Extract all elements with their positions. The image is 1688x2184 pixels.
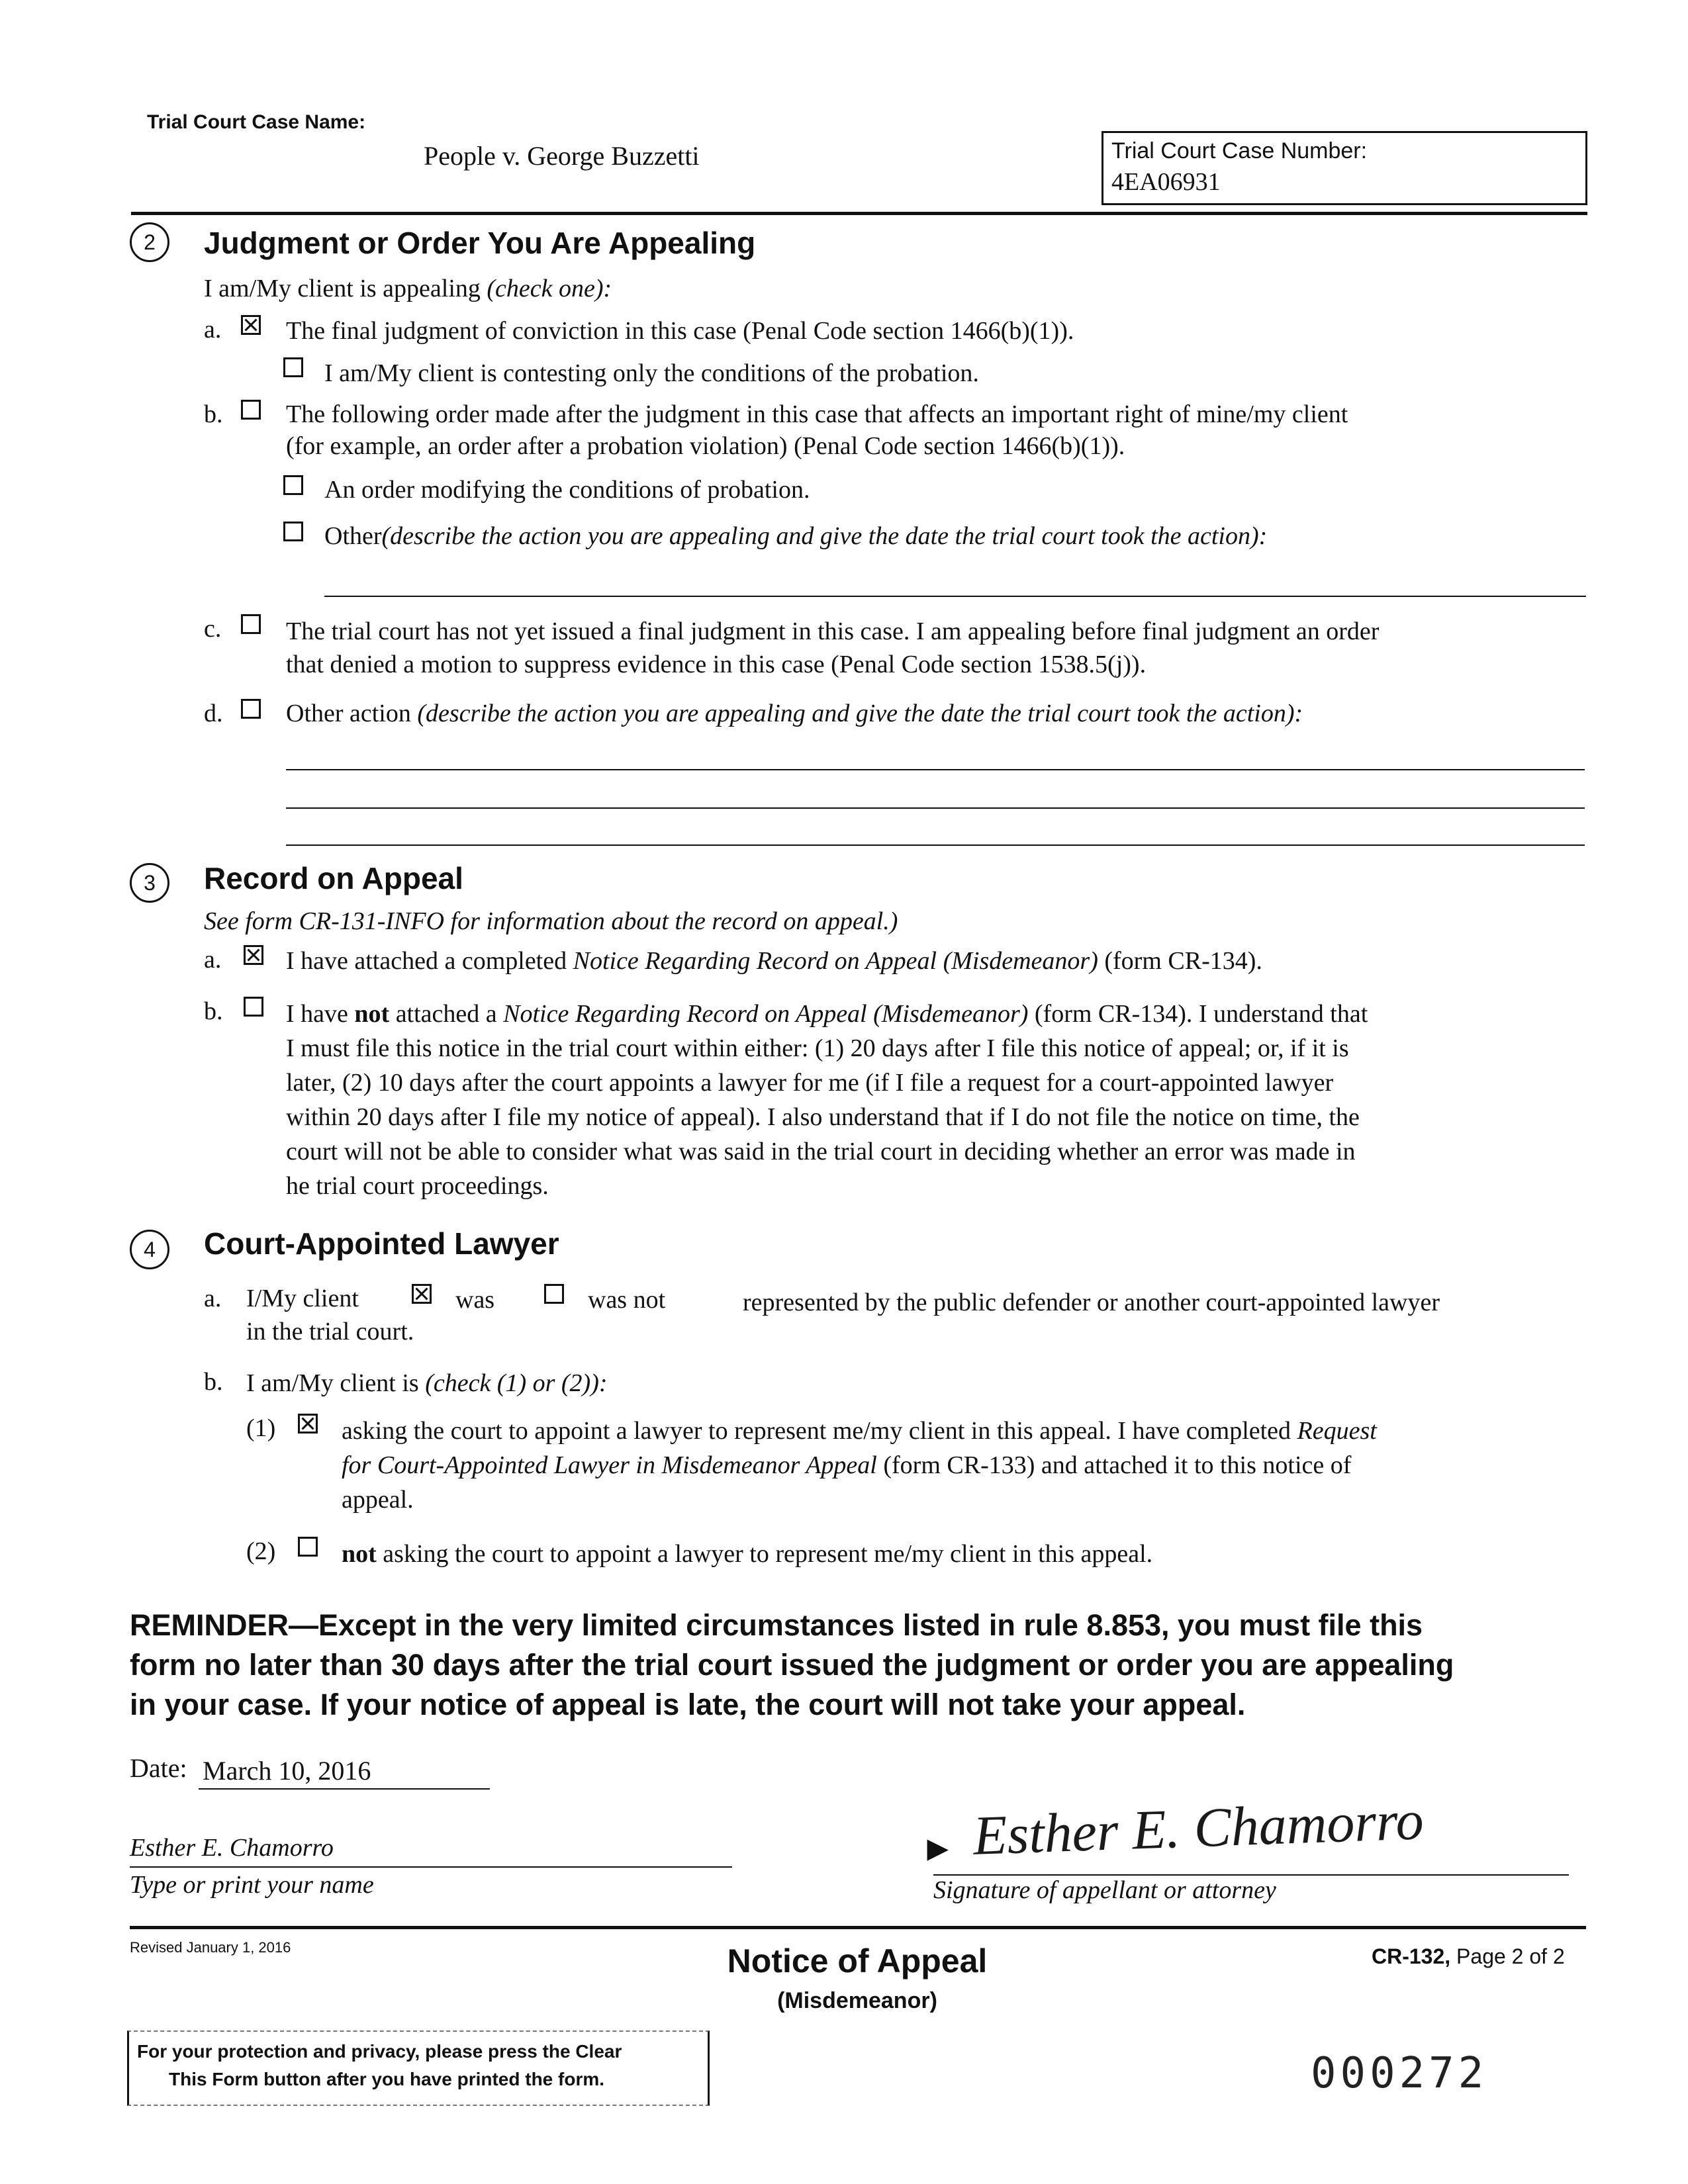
privacy-notice-line-1: For your protection and privacy, please press the Clear xyxy=(137,2041,622,2062)
item-2b-letter: b. xyxy=(204,400,223,428)
item-3b-line-2: I must file this notice in the trial court within either: (1) 20 days after I file this notice of appeal; or, if it is xyxy=(286,1034,1349,1062)
section-4-title: Court-Appointed Lawyer xyxy=(204,1226,559,1261)
checkbox-4b1[interactable] xyxy=(298,1414,318,1433)
item-3a xyxy=(286,946,1262,976)
section-2-number: 2 xyxy=(130,222,169,262)
footer-rule xyxy=(130,1926,1586,1929)
checkbox-2d[interactable] xyxy=(241,699,261,719)
item-3b-line-5: court will not be able to consider what was said in the trial court in deciding whether an error was made in xyxy=(286,1138,1356,1165)
item-4b-pre: I am/My client is xyxy=(246,1369,419,1397)
item-3a-letter: a. xyxy=(204,946,222,974)
item-3a-pre: I have attached a completed xyxy=(286,947,567,975)
item-4a-was-not-label: was not xyxy=(588,1286,666,1314)
item-2a-text: The final judgment of conviction in this case (Penal Code section 1466(b)(1)). xyxy=(286,317,1074,345)
signature[interactable]: Esther E. Chamorro xyxy=(972,1790,1425,1867)
item-4b1-line-3: appeal. xyxy=(342,1486,414,1514)
item-2a-letter: a. xyxy=(204,316,222,343)
item-3b-line-6: he trial court proceedings. xyxy=(286,1172,549,1200)
section-2-intro xyxy=(204,274,612,303)
item-2d-letter: d. xyxy=(204,700,223,727)
item-2b-text-2: (for example, an order after a probation violation) (Penal Code section 1466(b)(1)). xyxy=(286,432,1125,460)
item-3b-line-4: within 20 days after I file my notice of appeal). I also understand that if I do not file the notice on time, the xyxy=(286,1103,1360,1131)
date-label: Date: xyxy=(130,1753,187,1783)
item-3a-form: Notice Regarding Record on Appeal (Misdemeanor) xyxy=(573,947,1098,975)
item-2b-sub1-text: An order modifying the conditions of probation. xyxy=(324,476,810,504)
checkbox-2b-sub2[interactable] xyxy=(283,522,303,541)
section-3-number: 3 xyxy=(130,863,169,903)
section-2-title: Judgment or Order You Are Appealing xyxy=(204,226,756,260)
item-2c-letter: c. xyxy=(204,615,222,643)
checkbox-3a[interactable] xyxy=(244,945,263,965)
item-4a-was-label: was xyxy=(455,1286,495,1314)
item-4b1-post: (form CR-133) and attached it to this notice of xyxy=(883,1451,1352,1479)
checkbox-2a-sub[interactable] xyxy=(283,357,303,377)
privacy-notice-line-2: This Form button after you have printed the form. xyxy=(169,2069,605,2089)
item-4b1-line-1 xyxy=(342,1416,1377,1445)
printed-name-caption: Type or print your name xyxy=(130,1871,374,1899)
case-number-label: Trial Court Case Number: xyxy=(1111,138,1368,163)
item-2d-note: (describe the action you are appealing and give the date the trial court took the action): xyxy=(417,700,1303,727)
item-3b-form: Notice Regarding Record on Appeal (Misdemeanor) xyxy=(503,1000,1029,1028)
item-2c-text-1: The trial court has not yet issued a final judgment in this case. I am appealing before final judgment an order xyxy=(286,617,1380,645)
item-4b-intro xyxy=(246,1369,608,1398)
item-2b-sub2-note: (describe the action you are appealing and give the date the trial court took the action): xyxy=(381,522,1268,550)
case-number-value: 4EA06931 xyxy=(1111,168,1221,196)
form-page-info xyxy=(1372,1944,1565,1969)
checkbox-3b[interactable] xyxy=(244,997,263,1017)
item-4b2-text-rest: asking the court to appoint a lawyer to represent me/my client in this appeal. xyxy=(383,1540,1153,1568)
item-4b2-text xyxy=(342,1539,1152,1569)
section-3-note: See form CR-131-INFO for information about the record on appeal.) xyxy=(204,907,898,935)
header-rule xyxy=(131,212,1587,215)
item-4b1-form-b: for Court-Appointed Lawyer in Misdemeanor Appeal xyxy=(342,1451,877,1479)
section-3-title: Record on Appeal xyxy=(204,861,463,895)
item-2d-label: Other action xyxy=(286,700,411,727)
case-name-label: Trial Court Case Name: xyxy=(147,111,366,133)
item-4a-pre: I/My client xyxy=(246,1285,359,1312)
item-3b-post: (form CR-134). I understand that xyxy=(1034,1000,1368,1028)
checkbox-2b[interactable] xyxy=(241,400,261,420)
item-4a-post: represented by the public defender or another court-appointed lawyer xyxy=(743,1289,1440,1316)
item-4b2-number: (2) xyxy=(246,1537,276,1565)
item-4b1-text: asking the court to appoint a lawyer to represent me/my client in this appeal. I have completed xyxy=(342,1417,1291,1445)
item-2d-answer-line-1[interactable] xyxy=(286,769,1585,770)
item-3b-letter: b. xyxy=(204,997,223,1025)
case-number-box xyxy=(1102,131,1587,205)
item-3b-line-1 xyxy=(286,999,1368,1028)
case-name-value: People v. George Buzzetti xyxy=(424,141,700,171)
item-2d xyxy=(286,699,1303,728)
section-2-intro-text: I am/My client is appealing xyxy=(204,275,481,302)
section-4-number: 4 xyxy=(130,1230,169,1269)
item-2d-answer-line-2[interactable] xyxy=(286,807,1585,809)
section-2-intro-note: (check one): xyxy=(487,275,612,302)
privacy-notice-box xyxy=(127,2030,710,2106)
form-title: Notice of Appeal xyxy=(727,1942,988,1979)
item-2b-text-1: The following order made after the judgment in this case that affects an important right of mine/my client xyxy=(286,400,1348,428)
date-line xyxy=(199,1788,490,1790)
item-4b2-not: not xyxy=(342,1540,377,1568)
reminder-line-1: REMINDER—Except in the very limited circumstances listed in rule 8.853, you must file this xyxy=(130,1608,1423,1642)
item-4b-letter: b. xyxy=(204,1368,223,1396)
form-id: CR-132, xyxy=(1372,1944,1451,1968)
checkbox-4a-was-not[interactable] xyxy=(544,1284,564,1304)
item-4b1-line-2 xyxy=(342,1451,1351,1480)
item-2b-sub2 xyxy=(324,522,1267,551)
form-subtitle: (Misdemeanor) xyxy=(777,1988,937,2013)
date-value[interactable]: March 10, 2016 xyxy=(203,1756,371,1786)
checkbox-2c[interactable] xyxy=(241,614,261,634)
item-4b-note: (check (1) or (2)): xyxy=(425,1369,608,1397)
item-3b-mid: attached a xyxy=(395,1000,497,1028)
item-3a-post: (form CR-134). xyxy=(1104,947,1262,975)
bates-stamp: 000272 xyxy=(1311,2049,1488,2098)
reminder-line-3: in your case. If your notice of appeal is late, the court will not take your appeal. xyxy=(130,1688,1246,1721)
checkbox-2b-sub1[interactable] xyxy=(283,475,303,495)
item-2c-text-2: that denied a motion to suppress evidence in this case (Penal Code section 1538.5(j)). xyxy=(286,651,1147,678)
item-4b1-form-a: Request xyxy=(1297,1417,1377,1445)
item-4b1-number: (1) xyxy=(246,1414,276,1442)
item-2b-sub2-answer-line[interactable] xyxy=(324,596,1586,597)
item-2a-sub-text: I am/My client is contesting only the conditions of the probation. xyxy=(324,359,979,387)
signature-arrow-icon: ► xyxy=(920,1829,956,1868)
checkbox-4b2[interactable] xyxy=(298,1537,318,1557)
printed-name-value[interactable]: Esther E. Chamorro xyxy=(130,1834,334,1862)
revised-date: Revised January 1, 2016 xyxy=(130,1939,291,1956)
checkbox-4a-was[interactable] xyxy=(412,1284,432,1304)
item-4a-line-2: in the trial court. xyxy=(246,1318,414,1345)
item-4a-letter: a. xyxy=(204,1285,222,1312)
reminder-line-2: form no later than 30 days after the trial court issued the judgment or order you are appealing xyxy=(130,1648,1454,1682)
printed-name-line xyxy=(130,1866,732,1868)
item-3b-not: not xyxy=(354,1000,390,1028)
item-3b-line-3: later, (2) 10 days after the court appoints a lawyer for me (if I file a request for a court-appointed lawyer xyxy=(286,1069,1334,1097)
signature-caption: Signature of appellant or attorney xyxy=(933,1876,1276,1904)
page-number: Page 2 of 2 xyxy=(1456,1944,1565,1968)
item-2d-answer-line-3[interactable] xyxy=(286,844,1585,846)
item-2b-sub2-label: Other xyxy=(324,522,382,550)
item-3b-pre: I have xyxy=(286,1000,348,1028)
checkbox-2a[interactable] xyxy=(241,315,261,335)
